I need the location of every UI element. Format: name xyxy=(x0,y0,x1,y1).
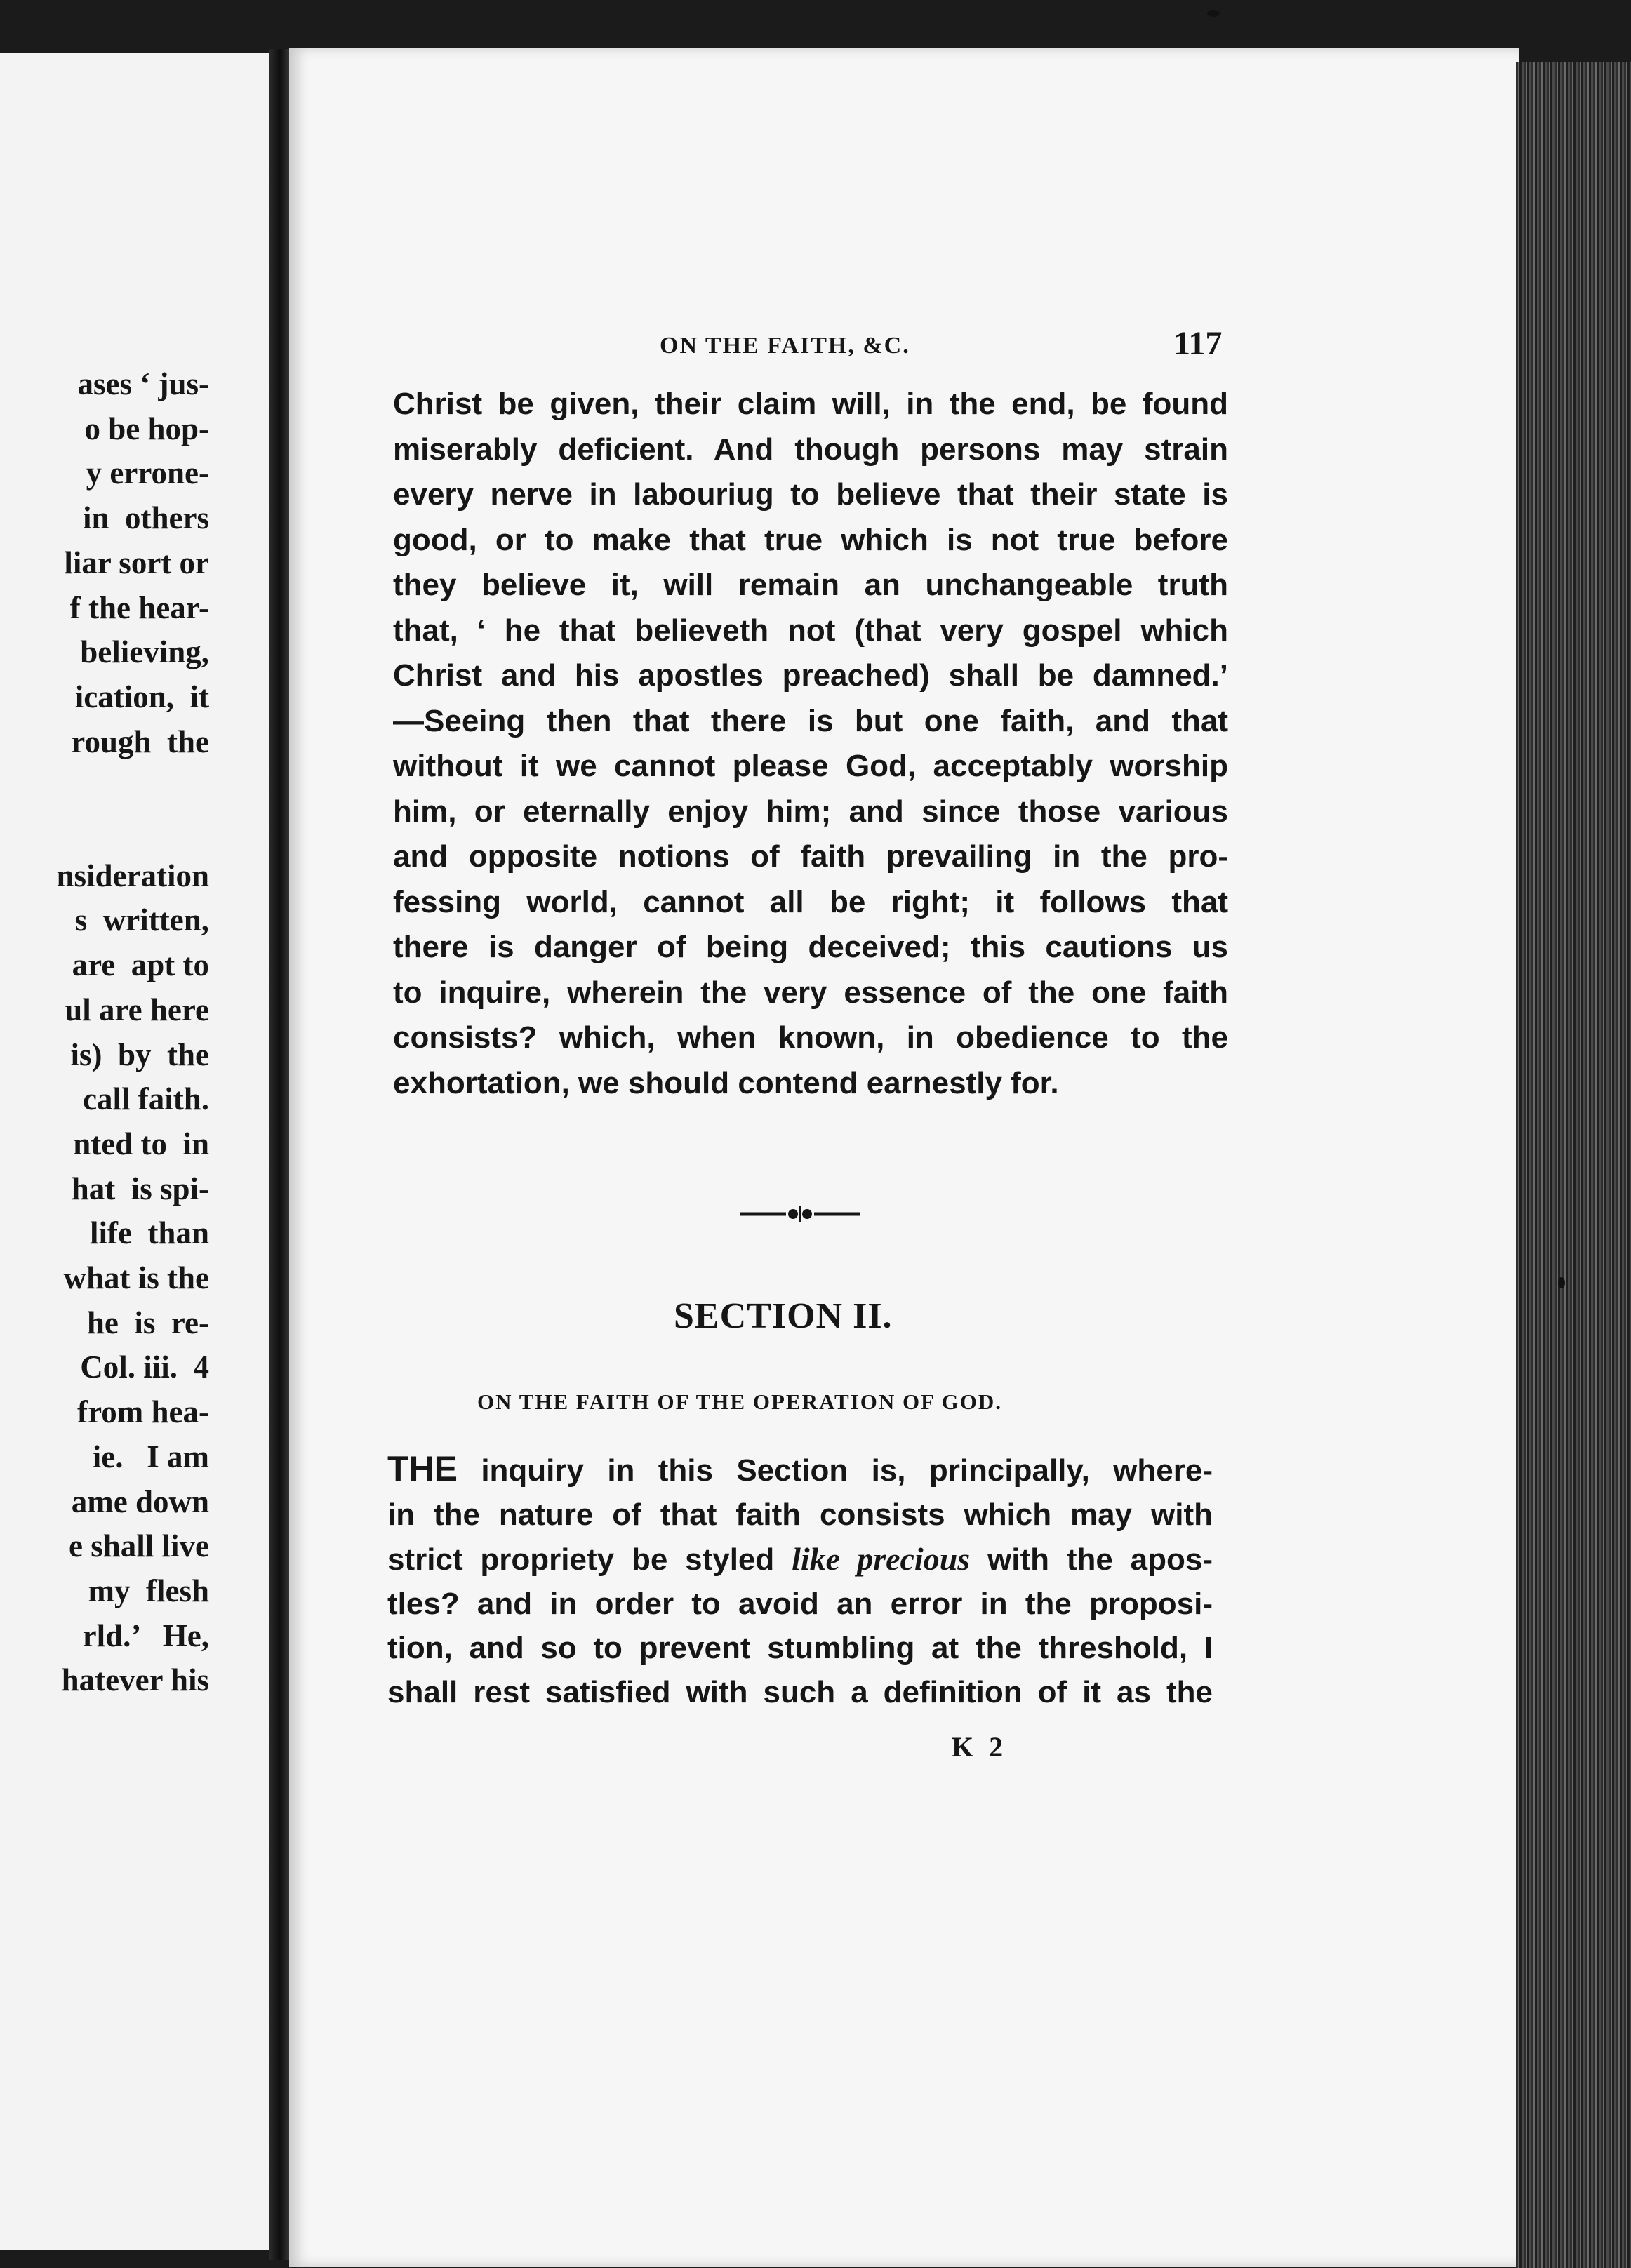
paragraph-2-line: in the nature of that faith consists which may with xyxy=(387,1497,1213,1532)
left-page-line: ul are here xyxy=(65,992,209,1027)
left-page-line: ication, it xyxy=(74,679,209,714)
scan-speck xyxy=(1558,1277,1565,1288)
left-page-line: in others xyxy=(83,500,209,536)
page-number: 117 xyxy=(1173,325,1223,362)
paragraph-1-line: there is danger of being deceived; this cautions us xyxy=(393,930,1228,964)
paragraph-1-line: that, ‘ he that believeth not (that very gospel which xyxy=(393,613,1228,648)
paragraph-1-line: miserably deficient. And though persons may strain xyxy=(393,432,1228,467)
paragraph-1-line: every nerve in labouriug to believe that their state is xyxy=(393,477,1228,512)
scan-speck xyxy=(1207,10,1220,17)
left-page-line: ie. I am xyxy=(92,1439,209,1474)
section-title: SECTION II. xyxy=(674,1296,893,1336)
paragraph-1-line: exhortation, we should contend earnestly for. xyxy=(393,1065,1059,1100)
left-page-line: y errone- xyxy=(86,455,209,491)
paragraph-1-line: they believe it, will remain an unchangeable truth xyxy=(393,568,1228,602)
left-page-line: o be hop- xyxy=(84,411,209,446)
left-page-line: ases ‘ jus- xyxy=(77,366,209,401)
paragraph-2-line: tles? and in order to avoid an error in the proposi- xyxy=(387,1587,1213,1621)
left-page-line xyxy=(56,764,209,809)
section-subtitle: ON THE FAITH OF THE OPERATION OF GOD. xyxy=(477,1389,1003,1414)
paragraph-1-line: fessing world, cannot all be right; it follows that xyxy=(393,884,1228,919)
ornament-divider xyxy=(737,1200,863,1228)
left-page-line: is) by the xyxy=(70,1036,209,1072)
left-page-line: hatever his xyxy=(61,1662,209,1698)
left-page-line: hat is spi- xyxy=(71,1170,209,1206)
paragraph-1-line: him, or eternally enjoy him; and since those various xyxy=(393,794,1228,829)
left-page-line: from hea- xyxy=(77,1394,209,1430)
left-page-line: believing, xyxy=(80,634,209,670)
paragraph-2 xyxy=(387,1447,1213,1714)
paragraph-1-line: to inquire, wherein the very essence of the one faith xyxy=(393,975,1228,1010)
page-edge xyxy=(1516,62,1631,2268)
left-page xyxy=(0,53,275,2250)
left-page-line: rough the xyxy=(71,723,209,759)
book-gutter xyxy=(269,49,291,2260)
paragraph-1-line: without it we cannot please God, acceptably worship xyxy=(393,749,1228,783)
left-page-line: my flesh xyxy=(88,1573,209,1608)
signature-mark: K 2 xyxy=(952,1731,1008,1763)
left-page-line: nsideration xyxy=(56,858,209,893)
paragraph-1-line: and opposite notions of faith prevailing in the pro- xyxy=(393,839,1228,874)
left-page-line: what is the xyxy=(63,1260,209,1296)
italic-phrase: like precious xyxy=(792,1541,971,1577)
left-page-line: rld.’ He, xyxy=(82,1617,209,1653)
paragraph-2-line: strict propriety be styled like precious with the apos- xyxy=(387,1541,1213,1577)
left-page-line: f the hear- xyxy=(69,589,209,625)
left-page-text xyxy=(56,362,209,1703)
left-page-line: call faith. xyxy=(83,1081,209,1117)
paragraph-1-line: —Seeing then that there is but one faith, and that xyxy=(393,703,1228,738)
left-page-line: e shall live xyxy=(69,1528,209,1564)
paragraph-1-line: consists? which, when known, in obedience to the xyxy=(393,1020,1228,1055)
left-page-line: nted to in xyxy=(73,1126,209,1161)
left-page-line: Col. iii. 4 xyxy=(80,1349,209,1385)
paragraph-2-line: THE inquiry in this Section is, principally, where- xyxy=(387,1449,1213,1488)
paragraph-2-line: shall rest satisfied with such a definition of it as the xyxy=(387,1675,1213,1709)
paragraph-1-line: good, or to make that true which is not true before xyxy=(393,522,1228,557)
left-page-line: are apt to xyxy=(72,947,209,983)
running-head: ON THE FAITH, &C. xyxy=(660,333,910,359)
left-page-line: he is re- xyxy=(86,1305,209,1340)
right-page xyxy=(289,48,1519,2267)
paragraph-1-line: Christ be given, their claim will, in the end, be found xyxy=(393,387,1228,421)
paragraph-1 xyxy=(393,382,1228,1106)
left-page-line: s written, xyxy=(74,902,209,938)
left-page-line: liar sort or xyxy=(64,545,209,580)
left-page-line: ame down xyxy=(71,1483,209,1519)
paragraph-2-line: tion, and so to prevent stumbling at the threshold, I xyxy=(387,1631,1213,1665)
left-page-line xyxy=(56,809,209,854)
paragraph-1-line: Christ and his apostles preached) shall be damned.’ xyxy=(393,658,1228,693)
left-page-line: life than xyxy=(89,1215,209,1251)
first-word: THE xyxy=(387,1449,458,1488)
